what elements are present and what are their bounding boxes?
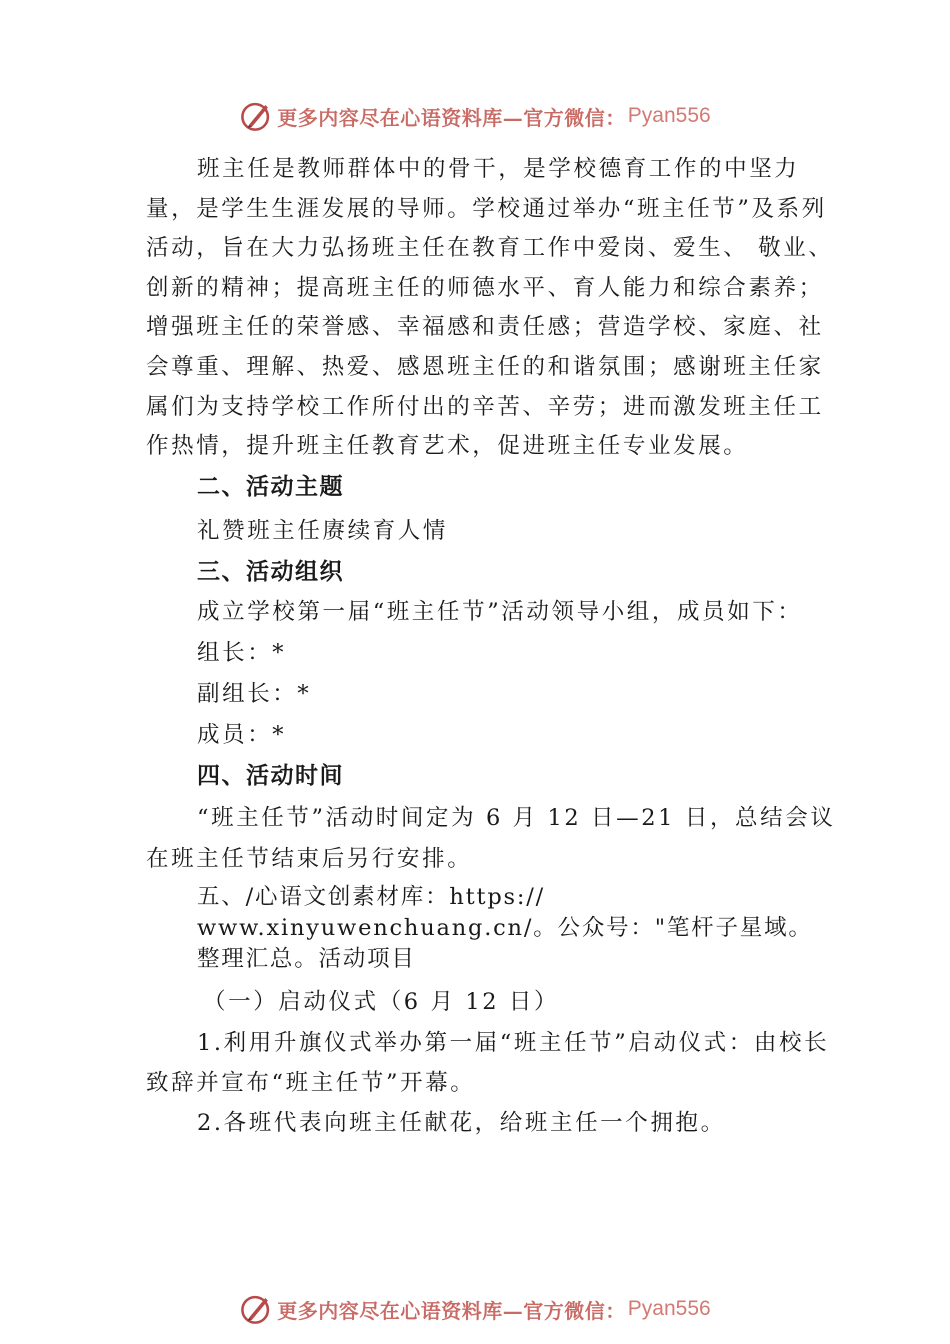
watermark-text: 更多内容尽在心语资料库—官方微信： bbox=[277, 105, 626, 130]
members-line: 成员：* bbox=[197, 721, 287, 748]
theme-text: 礼赞班主任赓续育人情 bbox=[197, 517, 449, 544]
watermark-account: Pyan556 bbox=[627, 1297, 711, 1320]
subsection-heading-ceremony: （一）启动仪式（6 月 12 日） bbox=[203, 988, 560, 1015]
deputy-leader-line: 副组长：* bbox=[197, 680, 312, 707]
section-heading-organization: 三、活动组织 bbox=[197, 558, 344, 585]
section-five-line-2: www.xinyuwenchuang.cn/。公众号："笔杆子星域。整理汇总。活动项目 bbox=[197, 914, 813, 972]
ceremony-item-1: 1.利用升旗仪式举办第一届“班主任节”启动仪式：由校长致辞并宣布“班主任节”开幕。 bbox=[146, 1029, 830, 1096]
pen-logo-icon bbox=[239, 99, 273, 133]
section-heading-time: 四、活动时间 bbox=[197, 762, 344, 789]
pen-logo-icon bbox=[239, 1292, 273, 1326]
organization-intro: 成立学校第一届“班主任节”活动领导小组，成员如下： bbox=[197, 598, 803, 625]
header-watermark bbox=[0, 96, 950, 136]
intro-paragraph: 班主任是教师群体中的骨干，是学校德育工作的中坚力量，是学生生涯发展的导师。学校通过举办“班主任节”及系列活动，旨在大力弘扬班主任在教育工作中爱岗、爱生、 敬业、创新的精神；提高班主任的师德水平、育人能力和综合素养；增强班主任的荣誉感、幸福感和责任感；营造学校、家庭、社会尊重、理解、热爱、感恩班主任的和谐氛围；感谢班主任家属们为支持学校工作所付出的辛苦、辛劳；进而激发班主任工作热情，提升班主任教育艺术，促进班主任专业发展。 bbox=[146, 156, 834, 460]
footer-watermark bbox=[0, 1289, 950, 1329]
watermark-account: Pyan556 bbox=[627, 104, 711, 127]
time-paragraph: “班主任节”活动时间定为 6 月 12 日—21 日，总结会议在班主任节结束后另行安排。 bbox=[146, 804, 836, 872]
ceremony-item-2: 2.各班代表向班主任献花，给班主任一个拥抱。 bbox=[197, 1109, 726, 1136]
section-heading-theme: 二、活动主题 bbox=[197, 473, 344, 500]
leader-line: 组长：* bbox=[197, 639, 287, 666]
section-five-line-1: 五、/心语文创素材库：https:// bbox=[197, 883, 546, 910]
watermark-text: 更多内容尽在心语资料库—官方微信： bbox=[277, 1298, 626, 1323]
document-body bbox=[146, 150, 836, 1143]
